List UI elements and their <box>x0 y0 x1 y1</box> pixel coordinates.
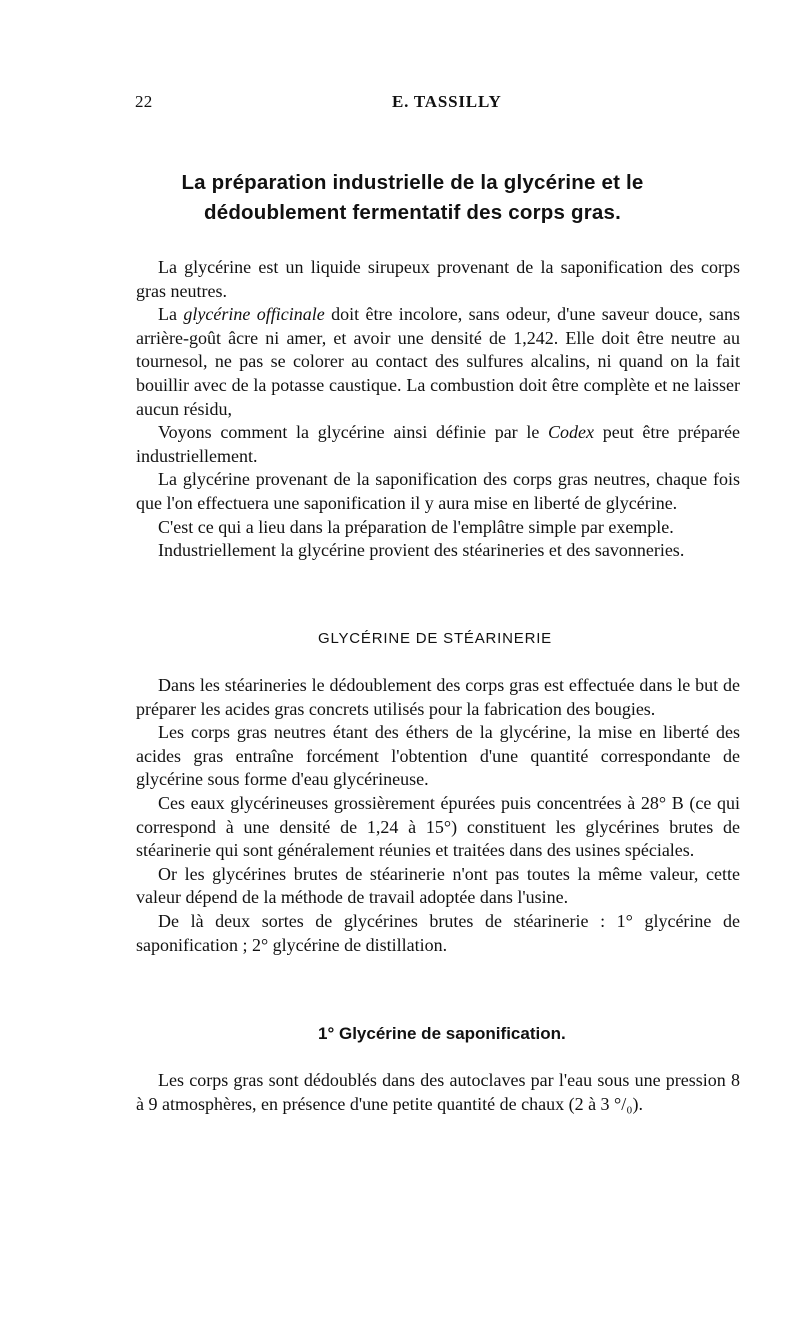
intro-paragraph-3 <box>136 421 740 468</box>
subsection-heading: 1° Glycérine de saponification. <box>318 1024 566 1043</box>
section-paragraph-1: Dans les stéarineries le dédoublement des corps gras est effectuée dans le but de préparer les acides gras concrets utilisés pour la fabrication des bougies. <box>136 675 740 719</box>
section-text <box>136 674 740 957</box>
subsection-text <box>136 1069 740 1116</box>
italic-term-codex: Codex <box>548 422 595 443</box>
intro-paragraph-1: La glycérine est un liquide sirupeux provenant de la saponification des corps gras neutres. <box>136 257 740 301</box>
intro-paragraph-2 <box>136 303 740 421</box>
section-paragraph-2: Les corps gras neutres étant des éthers de la glycérine, la mise en liberté des acides gras entraîne forcément l'obtention d'une quantité correspondante de glycérine sous forme d'eau glycérineuse. <box>136 722 740 790</box>
section-paragraph-4: Or les glycérines brutes de stéarinerie n'ont pas toutes la même valeur, cette valeur dépend de la méthode de travail adoptée dans l'usine. <box>136 863 740 908</box>
chapter-title-line-1: La préparation industrielle de la glycérine et le <box>181 171 644 194</box>
chapter-title <box>150 168 675 228</box>
intro-paragraph-6: Industriellement la glycérine provient des stéarineries et des savonneries. <box>158 540 685 561</box>
intro-paragraph-4: La glycérine provenant de la saponification des corps gras neutres, chaque fois que l'on effectuera une saponification il y aura mise en liberté de glycérine. <box>136 469 740 513</box>
intro-paragraph-2-rest: doit être incolore, sans odeur, d'une saveur douce, sans arrière-goût âcre ni amer, et avoir une densité de 1,242. Elle doit être neutre au tournesol, ne pas se colorer au contact des sulfures alcalins, ni quand on la fait bouillir avec de la potasse caustique. La combustion doit être complète et ne laisser aucun résidu, <box>136 304 741 419</box>
subsection-paragraph-1: Les corps gras sont dédoublés dans des autoclaves par l'eau sous une pression 8 à 9 atmosphères, en présence d'une petite quantité de chaux (2 à 3 °/₀). <box>136 1070 740 1114</box>
page-number: 22 <box>135 92 153 111</box>
intro-text <box>136 256 740 563</box>
section-paragraph-3: Ces eaux glycérineuses grossièrement épurées puis concentrées à 28° B (ce qui correspond à une densité de 1,24 à 15°) constituent les glycérines brutes de stéarinerie qui sont généralement réunies et traitées dans des usines spéciales. <box>136 792 740 861</box>
intro-paragraph-2-prefix: La <box>158 304 184 325</box>
intro-paragraph-3-prefix: Voyons comment la glycérine ainsi définie par le <box>158 422 549 443</box>
italic-term-glycerine-officinale: glycérine officinale <box>183 304 325 325</box>
section-heading: GLYCÉRINE DE STÉARINERIE <box>318 630 552 647</box>
section-paragraph-5: De là deux sortes de glycérines brutes de stéarinerie : 1° glycérine de saponification ; 2° glycérine de distillation. <box>136 910 740 955</box>
intro-paragraph-3-rest: peut être préparée industriellement. <box>136 422 740 466</box>
chapter-title-line-2: dédoublement fermentatif des corps gras. <box>204 201 621 224</box>
running-head: E. TASSILLY <box>392 92 502 111</box>
intro-paragraph-5: C'est ce qui a lieu dans la préparation de l'emplâtre simple par exemple. <box>158 516 674 537</box>
